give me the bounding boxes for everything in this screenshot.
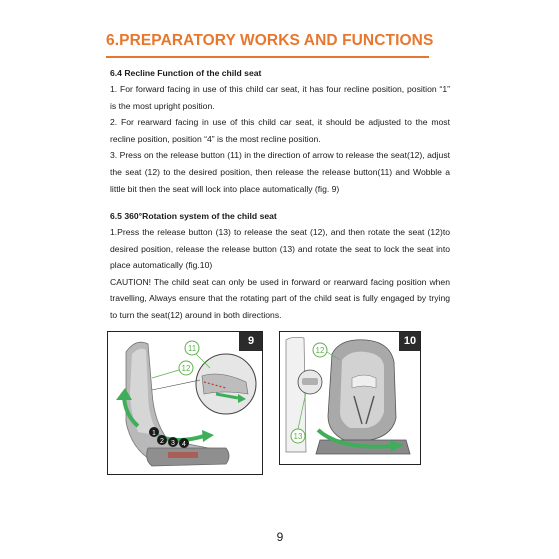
position-label: 2 [160,438,164,445]
callout-12-label: 12 [315,346,325,355]
position-label: 4 [182,441,186,448]
section-rotation [110,208,450,324]
callout-11-label: 11 [187,344,197,353]
child-seat-cushion [340,352,384,428]
section-heading: 6.4 Recline Function of the child seat [110,68,262,78]
figure-10-rotation-illustration [279,331,421,465]
figure-9-recline-illustration [107,331,263,475]
section-heading: 6.5 360°Rotation system of the child seat [110,211,277,221]
zoom-leader [152,380,200,390]
headrest-padding [352,375,376,388]
position-label: 1 [152,430,156,437]
release-button [302,378,318,385]
title-underline [106,56,429,58]
paragraph: 1. For forward facing in use of this child car seat, it has four recline position, position “1” is the most upright position. [110,84,450,111]
recline-scale [168,452,198,458]
recline-illustration [108,332,262,474]
paragraph: 3. Press on the release button (11) in the direction of arrow to release the seat(12), adjust the seat (12) to the desired position, then release the release button(11) and Wobble a little bit then the seat will lock into place automatically (fig. 9) [110,150,450,194]
position-label: 3 [171,440,175,447]
callout-12-label: 12 [181,364,191,373]
page-number: 9 [276,530,284,544]
rotation-illustration [280,332,420,464]
callout-12-leader [152,370,179,378]
recline-arrow-forward-head [202,430,214,442]
section-recline [110,65,450,197]
paragraph: CAUTION! The child seat can only be used in forward or rearward facing position when travelling, Always ensure that the rotating part of the child seat is fully engaged by trying to turn the seat(12) around in both directions. [110,276,450,320]
callout-13-label: 13 [293,432,303,441]
figure-number-badge: 9 [239,331,263,351]
page-title: 6.PREPARATORY WORKS AND FUNCTIONS [106,32,434,49]
figure-number-badge: 10 [399,331,421,351]
paragraph: 2. For rearward facing in use of this child car seat, it should be adjusted to the most recline position, position “4” is the most recline position. [110,117,450,144]
paragraph: 1.Press the release button (13) to release the seat (12), and then rotate the seat (12)to desired position, release the release button (13) and rotate the seat to lock the seat into place automatically (fig.10) [110,227,450,271]
